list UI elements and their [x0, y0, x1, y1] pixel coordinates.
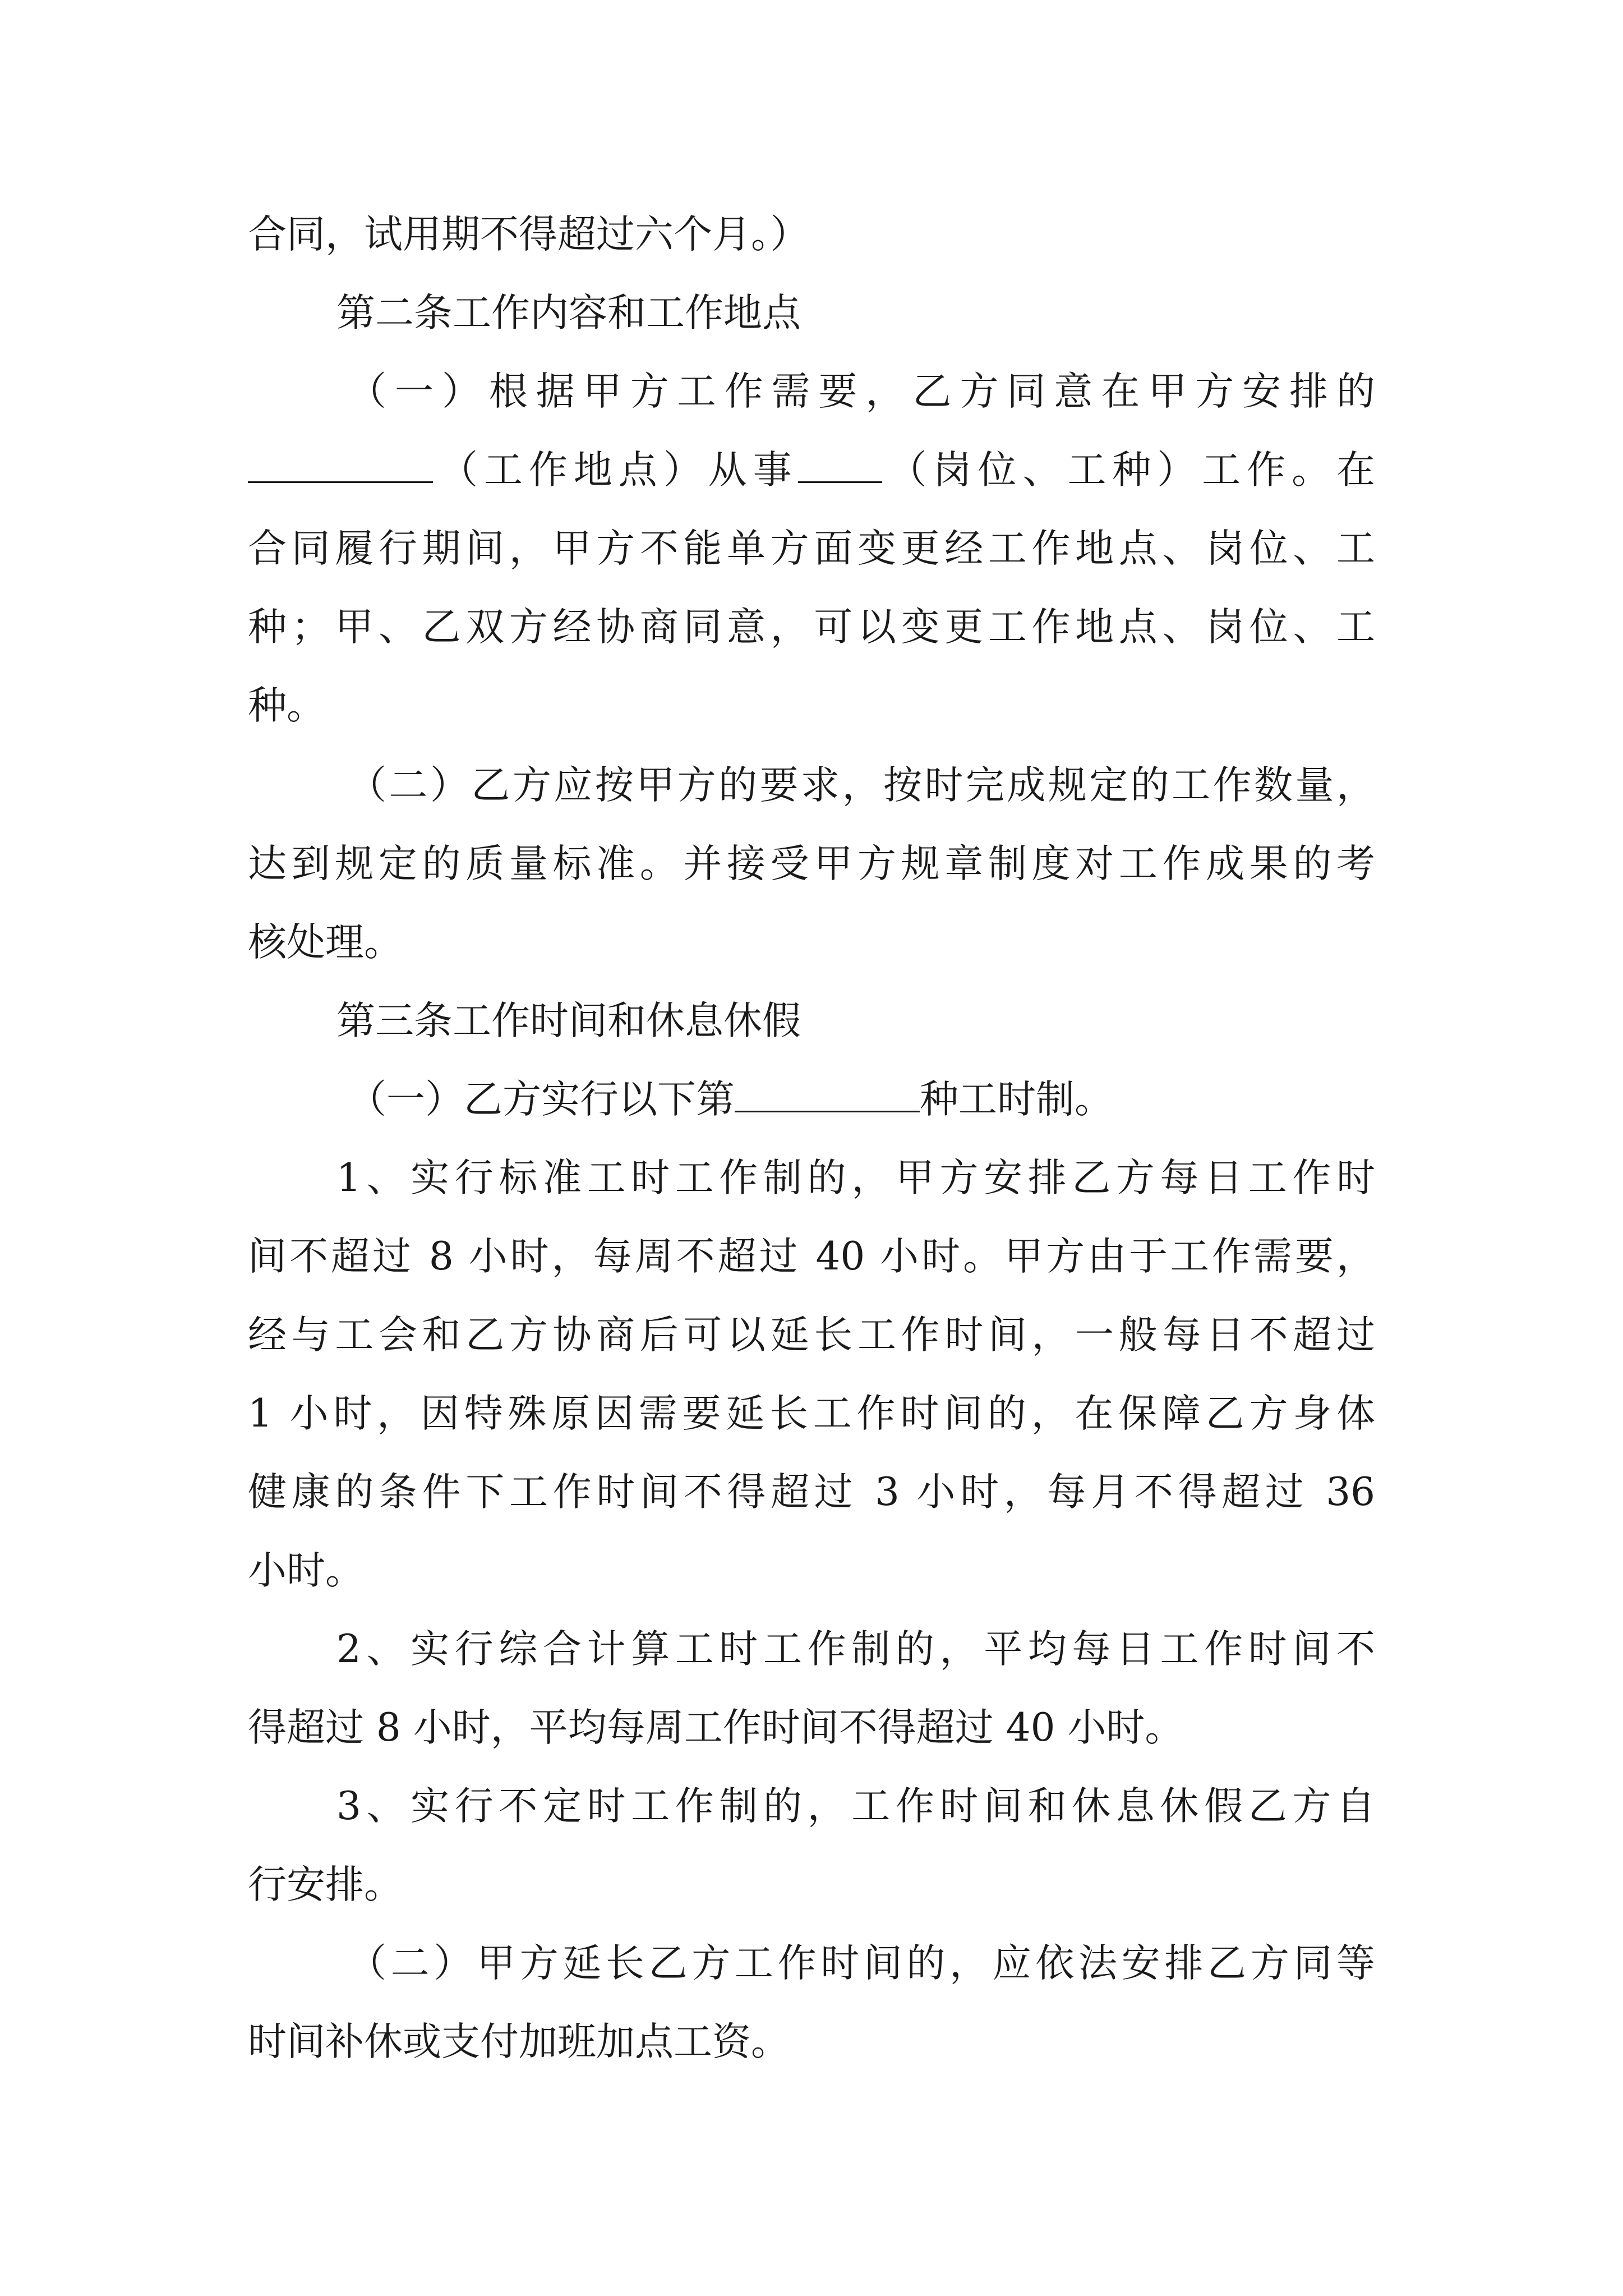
text-line: 小时。 — [248, 1548, 364, 1593]
text-fragment: （一）乙方实行以下第 — [348, 1077, 735, 1122]
fill-blank-work-hour-system[interactable] — [735, 1076, 920, 1112]
text-line: （一）根据甲方工作需要，乙方同意在甲方安排的 — [348, 369, 1375, 414]
text-fragment: 种工时制。 — [920, 1077, 1113, 1122]
text-line: （二）乙方应按甲方的要求，按时完成规定的工作数量， — [348, 763, 1375, 808]
text-line: 合同，试用期不得超过六个月。） — [248, 212, 809, 257]
text-line-with-blanks — [248, 442, 1375, 498]
text-line: 间不超过 8 小时，每周不超过 40 小时。甲方由于工作需要， — [248, 1234, 1375, 1279]
fill-blank-position[interactable] — [798, 447, 882, 483]
text-line: 时间补休或支付加班加点工资。 — [248, 2019, 790, 2064]
section-heading-article-3: 第三条工作时间和休息休假 — [336, 999, 801, 1043]
section-heading-article-2: 第二条工作内容和工作地点 — [336, 291, 801, 335]
text-line: 种；甲、乙双方经协商同意，可以变更工作地点、岗位、工 — [248, 605, 1375, 650]
text-fragment: （岗位、工种）工作。在 — [882, 448, 1376, 493]
text-line: 1 小时，因特殊原因需要延长工作时间的，在保障乙方身体 — [248, 1391, 1375, 1436]
fill-blank-work-location[interactable] — [248, 447, 433, 483]
text-line-with-blank — [348, 1071, 1113, 1128]
text-line: 合同履行期间，甲方不能单方面变更经工作地点、岗位、工 — [248, 526, 1375, 571]
text-line: 3、实行不定时工作制的，工作时间和休息休假乙方自 — [336, 1784, 1375, 1829]
text-line: 行安排。 — [248, 1862, 403, 1907]
text-line: 核处理。 — [248, 920, 403, 965]
text-line: 健康的条件下工作时间不得超过 3 小时，每月不得超过 36 — [248, 1470, 1375, 1515]
text-line: 1、实行标准工时工作制的，甲方安排乙方每日工作时 — [336, 1156, 1375, 1200]
text-line: 2、实行综合计算工时工作制的，平均每日工作时间不 — [336, 1627, 1375, 1672]
text-fragment: （工作地点）从事 — [433, 448, 798, 493]
text-line: 得超过 8 小时，平均每周工作时间不得超过 40 小时。 — [248, 1705, 1184, 1750]
text-line: 达到规定的质量标准。并接受甲方规章制度对工作成果的考 — [248, 841, 1375, 886]
text-line: 经与工会和乙方协商后可以延长工作时间，一般每日不超过 — [248, 1313, 1375, 1358]
text-line: 种。 — [248, 683, 325, 728]
text-line: （二）甲方延长乙方工作时间的，应依法安排乙方同等 — [348, 1941, 1375, 1986]
